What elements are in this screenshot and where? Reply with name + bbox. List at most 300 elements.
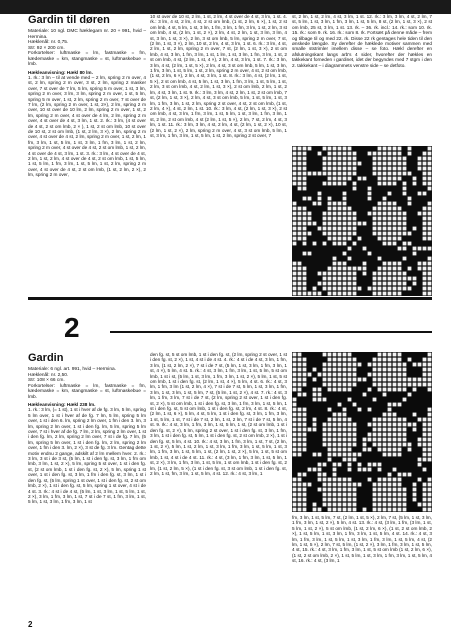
lace-cell (343, 368, 347, 372)
lace-cell (398, 488, 402, 492)
lace-cell (343, 157, 347, 161)
lace-cell (358, 468, 362, 472)
bottom-gauge: Hækleanvisning: Hækl 238 lm. (28, 402, 96, 407)
lace-cell (293, 152, 297, 156)
lace-cell (423, 292, 427, 296)
lace-cell (298, 473, 302, 477)
lace-cell (383, 262, 387, 266)
lace-cell (338, 448, 342, 452)
lace-cell (398, 217, 402, 221)
lace-cell (403, 247, 407, 251)
lace-cell (398, 287, 402, 291)
lace-cell (298, 272, 302, 276)
top-materials: Materiale: 10 ngl. DMC hæklegarn nr. 20 + 991, hvid – Hermina. (28, 29, 146, 40)
lace-cell (363, 393, 367, 397)
lace-cell (353, 438, 357, 442)
lace-cell (393, 403, 397, 407)
lace-cell (368, 448, 372, 452)
lace-cell (303, 358, 307, 362)
lace-cell (338, 413, 342, 417)
lace-cell (398, 403, 402, 407)
lace-cell (308, 197, 312, 201)
lace-cell (428, 227, 432, 231)
lace-cell (378, 483, 382, 487)
lace-cell (403, 443, 407, 447)
lace-cell (393, 222, 397, 226)
lace-cell (363, 222, 367, 226)
lace-cell (293, 448, 297, 452)
lace-cell (388, 423, 392, 427)
lace-cell (413, 277, 417, 281)
lace-cell (383, 363, 387, 367)
lace-cell (343, 232, 347, 236)
lace-cell (398, 433, 402, 437)
lace-cell (343, 458, 347, 462)
lace-cell (398, 227, 402, 231)
lace-cell (383, 157, 387, 161)
lace-cell (298, 227, 302, 231)
lace-cell (328, 498, 332, 502)
lace-cell (343, 162, 347, 166)
lace-cell (423, 358, 427, 362)
lace-cell (293, 498, 297, 502)
lace-cell (428, 433, 432, 437)
lace-cell (348, 157, 352, 161)
lace-cell (428, 162, 432, 166)
lace-cell (328, 433, 332, 437)
lace-cell (348, 453, 352, 457)
lace-cell (348, 488, 352, 492)
lace-cell (348, 287, 352, 291)
lace-cell (293, 222, 297, 226)
lace-cell (393, 488, 397, 492)
lace-cell (293, 433, 297, 437)
lace-cell (338, 272, 342, 276)
lace-cell (428, 237, 432, 241)
lace-cell (298, 287, 302, 291)
lace-cell (413, 428, 417, 432)
lace-cell (373, 212, 377, 216)
lace-cell (298, 483, 302, 487)
lace-cell (323, 182, 327, 186)
lace-cell (393, 292, 397, 296)
lace-cell (348, 162, 352, 166)
bottom-title: Gardin (28, 352, 64, 364)
lace-cell (428, 458, 432, 462)
lace-cell (373, 373, 377, 377)
lace-cell (428, 408, 432, 412)
lace-cell (303, 272, 307, 276)
lace-cell (403, 217, 407, 221)
lace-cell (373, 152, 377, 156)
lace-cell (293, 453, 297, 457)
lace-cell (298, 413, 302, 417)
lace-cell (398, 207, 402, 211)
lace-cell (413, 182, 417, 186)
lace-cell (293, 277, 297, 281)
lace-cell (393, 267, 397, 271)
lace-cell (328, 157, 332, 161)
lace-cell (378, 287, 382, 291)
lace-cell (423, 217, 427, 221)
lace-cell (313, 378, 317, 382)
lace-cell (298, 478, 302, 482)
lace-cell (343, 242, 347, 246)
lace-pattern-1 (292, 146, 432, 296)
lace-cell (403, 433, 407, 437)
lace-cell (423, 267, 427, 271)
lace-cell (298, 182, 302, 186)
lace-cell (368, 212, 372, 216)
lace-cell (383, 368, 387, 372)
lace-photo-1 (292, 146, 432, 296)
lace-cell (338, 488, 342, 492)
lace-cell (403, 508, 407, 512)
lace-cell (428, 152, 432, 156)
lace-cell (383, 353, 387, 357)
lace-cell (373, 282, 377, 286)
lace-cell (383, 508, 387, 512)
lace-cell (383, 212, 387, 216)
lace-cell (333, 217, 337, 221)
lace-cell (313, 393, 317, 397)
lace-cell (428, 187, 432, 191)
lace-cell (293, 212, 297, 216)
lace-cell (398, 232, 402, 236)
lace-cell (298, 147, 302, 151)
lace-cell (368, 478, 372, 482)
lace-cell (383, 393, 387, 397)
lace-cell (393, 277, 397, 281)
lace-cell (298, 443, 302, 447)
lace-cell (393, 272, 397, 276)
lace-cell (333, 468, 337, 472)
lace-cell (373, 157, 377, 161)
lace-cell (378, 267, 382, 271)
lace-cell (353, 483, 357, 487)
lace-cell (373, 428, 377, 432)
lace-cell (303, 252, 307, 256)
lace-cell (298, 498, 302, 502)
lace-cell (353, 378, 357, 382)
lace-cell (318, 202, 322, 206)
lace-cell (418, 157, 422, 161)
lace-cell (398, 373, 402, 377)
lace-cell (393, 287, 397, 291)
lace-cell (413, 227, 417, 231)
lace-cell (313, 418, 317, 422)
lace-cell (383, 378, 387, 382)
lace-cell (313, 388, 317, 392)
lace-cell (388, 403, 392, 407)
lace-cell (393, 212, 397, 216)
lace-cell (313, 242, 317, 246)
lace-cell (388, 292, 392, 296)
lace-cell (428, 267, 432, 271)
lace-cell (393, 413, 397, 417)
lace-cell (403, 172, 407, 176)
lace-cell (403, 488, 407, 492)
lace-cell (388, 267, 392, 271)
lace-cell (348, 232, 352, 236)
lace-cell (298, 378, 302, 382)
lace-cell (413, 282, 417, 286)
lace-cell (348, 498, 352, 502)
lace-cell (358, 177, 362, 181)
lace-cell (383, 438, 387, 442)
lace-cell (293, 438, 297, 442)
lace-cell (388, 242, 392, 246)
lace-cell (383, 418, 387, 422)
lace-cell (383, 478, 387, 482)
lace-cell (393, 448, 397, 452)
lace-cell (358, 378, 362, 382)
lace-cell (318, 388, 322, 392)
lace-cell (353, 292, 357, 296)
lace-cell (398, 292, 402, 296)
lace-cell (293, 428, 297, 432)
lace-cell (343, 503, 347, 507)
lace-cell (368, 152, 372, 156)
lace-cell (428, 232, 432, 236)
lace-cell (408, 443, 412, 447)
lace-cell (323, 378, 327, 382)
top-instructions-3: st, 2 lm, 1 st, 2 lm, 4 st, 3 lm, 1 st. 12. rk.: 3 lm, 3 lm, 4 st, 2 lm, 7 st, 5 lm, 1 st, 3 lm, 1 fm, 3 lm, 1 st, 5 lm, 8 st, (2 lm, 1 st, 3 ×), 2 st om lmb, 25 st, 3 lm, 1 st. 13. rk. – 36. rk. incl.: 14. rk.: som 10. rk. 15. rk.: som 9. rk. 16. rk.: som 8. rk. Fortsæt på denne måde – frem og tilbage til og med 22. rk. Disse 22 rk gentages hele tiden til den ønskede længde. Sy derefter de hæklede motiver sammen med smalle ststrimler imellem disse – se foto. Hækl derefter en afslutningskant langs arb's 4 sider, hvorefter der hækles en takkekant forneden i gardinet, idet der begyndes med 7 stgm i den 2. takkekant – i diagrammets venstre side – se detfoto. (292, 14, 432, 68)
lace-cell (423, 438, 427, 442)
lace-cell (403, 277, 407, 281)
lace-cell (383, 197, 387, 201)
lace-cell (298, 217, 302, 221)
lace-cell (343, 287, 347, 291)
lace-cell (383, 162, 387, 166)
lace-cell (343, 358, 347, 362)
lace-cell (338, 438, 342, 442)
lace-cell (388, 217, 392, 221)
lace-cell (298, 438, 302, 442)
top-needle: Hæklenål: nr. 0,75. (28, 40, 69, 45)
lace-cell (328, 443, 332, 447)
lace-cell (318, 152, 322, 156)
lace-cell (413, 247, 417, 251)
lace-cell (353, 383, 357, 387)
lace-cell (298, 262, 302, 266)
lace-cell (338, 383, 342, 387)
lace-cell (303, 287, 307, 291)
lace-cell (333, 242, 337, 246)
lace-cell (428, 368, 432, 372)
lace-cell (318, 373, 322, 377)
lace-cell (338, 358, 342, 362)
lace-cell (328, 503, 332, 507)
lace-cell (398, 443, 402, 447)
lace-cell (328, 378, 332, 382)
lace-cell (418, 267, 422, 271)
lace-cell (408, 152, 412, 156)
lace-cell (358, 237, 362, 241)
lace-cell (428, 493, 432, 497)
lace-cell (328, 237, 332, 241)
lace-cell (303, 267, 307, 271)
lace-cell (403, 383, 407, 387)
lace-cell (403, 503, 407, 507)
lace-cell (333, 282, 337, 286)
lace-cell (388, 353, 392, 357)
lace-cell (343, 272, 347, 276)
lace-cell (323, 433, 327, 437)
lace-cell (333, 292, 337, 296)
lace-cell (353, 227, 357, 231)
lace-cell (323, 157, 327, 161)
lace-cell (298, 453, 302, 457)
lace-cell (348, 292, 352, 296)
lace-cell (328, 172, 332, 176)
lace-cell (393, 363, 397, 367)
lace-cell (343, 152, 347, 156)
lace-cell (383, 448, 387, 452)
lace-cell (293, 408, 297, 412)
lace-cell (338, 463, 342, 467)
lace-cell (388, 418, 392, 422)
lace-cell (313, 222, 317, 226)
lace-cell (333, 182, 337, 186)
lace-cell (378, 478, 382, 482)
lace-cell (343, 147, 347, 151)
lace-cell (423, 277, 427, 281)
lace-cell (378, 368, 382, 372)
lace-cell (388, 227, 392, 231)
lace-cell (343, 282, 347, 286)
lace-cell (348, 383, 352, 387)
lace-cell (383, 267, 387, 271)
lace-cell (383, 167, 387, 171)
lace-cell (303, 167, 307, 171)
lace-cell (343, 353, 347, 357)
lace-cell (353, 172, 357, 176)
lace-cell (333, 358, 337, 362)
lace-cell (348, 363, 352, 367)
lace-cell (388, 222, 392, 226)
lace-cell (383, 443, 387, 447)
lace-cell (338, 378, 342, 382)
lace-cell (428, 277, 432, 281)
lace-cell (303, 182, 307, 186)
lace-cell (338, 172, 342, 176)
lace-cell (428, 212, 432, 216)
lace-cell (293, 358, 297, 362)
lace-cell (328, 217, 332, 221)
lace-cell (378, 358, 382, 362)
lace-cell (343, 408, 347, 412)
lace-cell (383, 147, 387, 151)
lace-cell (323, 242, 327, 246)
lace-cell (333, 287, 337, 291)
lace-cell (338, 498, 342, 502)
lace-cell (423, 443, 427, 447)
lace-cell (328, 267, 332, 271)
lace-cell (343, 222, 347, 226)
lace-cell (388, 358, 392, 362)
lace-cell (343, 182, 347, 186)
lace-cell (293, 242, 297, 246)
lace-cell (353, 212, 357, 216)
lace-cell (293, 493, 297, 497)
lace-cell (323, 488, 327, 492)
lace-cell (393, 353, 397, 357)
lace-cell (423, 222, 427, 226)
lace-cell (353, 503, 357, 507)
lace-cell (403, 192, 407, 196)
lace-cell (328, 162, 332, 166)
lace-cell (423, 232, 427, 236)
lace-cell (373, 172, 377, 176)
lace-cell (298, 393, 302, 397)
lace-cell (308, 428, 312, 432)
lace-cell (303, 187, 307, 191)
lace-cell (303, 438, 307, 442)
lace-cell (383, 292, 387, 296)
lace-cell (333, 353, 337, 357)
lace-cell (373, 207, 377, 211)
lace-cell (353, 428, 357, 432)
lace-cell (418, 463, 422, 467)
lace-cell (298, 493, 302, 497)
lace-cell (323, 368, 327, 372)
lace-cell (388, 508, 392, 512)
top-instructions-2: 10 st over de 10 st, 2 lm, 1 st, 2 lm, 4 st over de 4 st, 3 lm, 1 st. 4. rk.: 3 lm, 4 st, 2 lm, 4 st, 2 st om lmb, (1 st, 2 lm, 6 ×), 1 st, 2 st om lmb, 4 st, 5 lm, 1 st, 3 lm, 1 fm, 3 lm, 1 fm, 3 lm, 1 st, 2 lm, 3 st om lmb, 4 st, (2 lm, 1 st, 2 ×), 2 lm, 4 st, 2 lm, 1 st, 3 lm, 3 lm, 4 st, 3 lm, 1 st, 3 ×), 2 lm, 3 st om lmb, 5 lm, spring 2 m over, 7 st, (2 lm, 1 st, 3 ×), 2 lm, 10 st, 2 lm, 4 st, 3 lm, 1 st. 6. rk.: 3 lm, 4 st, 2 lm, 1 st, 2 lm, spring 2 m over, 7 st, (2 lm, 1 st, 3 ×), 2 st om lmb, 4 st, 3 lm, 1 fm, 3 lm, 1 st, 1 lm, 1 st, 3 lm, 1 fm, 3 lm, 1 st, 2 st om lmb, 4 st, (2 lm, 1 st, 4 ×), 2 lm, 4 st, 3 lm, 1 st. 7. rk.: 3 lm, 3 lm, 4 st, (2 lm, 1 st, 5 ×), 2 lm, 4 st, 3 st om lmb, 5 lm, 1 st, 3 lm, 1 fm, 3 lm, 1 st, 5 lm, 1 st, 2 lm, spring 2 m over, 4 st, 2 st om lmb, (1 st, 2 lm, 6 ×), 2 lm, 4 st, 3 lm, 1 st. 8. rk.: 3 lm, 4 st, (2 lm, 1 st, 5 ×), 2 st om lmb, 4 st, 5 lm, 1 st, 3 lm, 1 fm, 3 lm, 1 st, 5 lm, 1 st, 2 lm, 3 st om lmb, 4 st, 2 lm, 1 st, 3 ×), 2 st om lmb, 2 lm, 1 st, 2 lm, 4 st, 3 lm, 1 st. 9. rk.: 3 lm, 3 lm, 4 st, 2 lm, 1 st, 2 st om lmb, 7 st, (2 lm, 1 st, 3 ×), 2 lm, 4 st, 3 st om lmb, 5 lm, 1 st, 5 lm, 1 st, 3 lm, 1 fm, 3 lm, 1 st, 2 lm, spring 2 st over, 4 st, 2 st om lmb, (1 st, 2 lm, 4 ×), 4 st, 2 lm, 1 st. 10. rk.: 3 lm, 4 st, (2 lm, 1 st, 3 ×), 2 st om lmb, 4 st, 3 lm, 1 fm, 3 lm, 1 st, 5 lm, 1 st, 3 lm, 1 fm, 3 lm, 1 st, 2 lm, 2 st om lmb, 4 st (2 lm, 1 st, 5 ×), 2 lm, 7 st, 2 lm, 4 st, 3 lm, 1 st. 11. rk.: 3 lm, 3 lm, 4 st, 2 lm, 4 st, (2 lm, 1 st, 2 ×), 10 st, (2 lm, 1 st, 2 ×), 2 lm, spring 2 m over, 4 st, 3 st om lmb, 5 lm, 1 st, 3 lm, 1 fm, 3 lm, 1 st, 5 lm, 1 st, 2 lm, spring 2 st over, 7 (150, 14, 287, 138)
lace-cell (373, 493, 377, 497)
lace-cell (388, 363, 392, 367)
lace-cell (423, 453, 427, 457)
lace-cell (393, 388, 397, 392)
lace-cell (418, 247, 422, 251)
lace-cell (403, 257, 407, 261)
lace-cell (378, 463, 382, 467)
lace-cell (398, 222, 402, 226)
lace-cell (353, 272, 357, 276)
lace-cell (293, 483, 297, 487)
lace-cell (333, 177, 337, 181)
bottom-meta (28, 367, 146, 400)
lace-cell (388, 172, 392, 176)
lace-cell (398, 498, 402, 502)
lace-cell (363, 438, 367, 442)
lace-cell (328, 147, 332, 151)
lace-cell (333, 262, 337, 266)
lace-cell (338, 277, 342, 281)
lace-cell (413, 488, 417, 492)
lace-cell (343, 508, 347, 512)
lace-cell (423, 488, 427, 492)
lace-cell (313, 287, 317, 291)
lace-cell (393, 172, 397, 176)
lace-cell (428, 483, 432, 487)
lace-cell (298, 162, 302, 166)
lace-cell (388, 478, 392, 482)
lace-cell (338, 162, 342, 166)
lace-cell (313, 503, 317, 507)
lace-cell (398, 483, 402, 487)
lace-cell (303, 242, 307, 246)
lace-cell (333, 383, 337, 387)
section-rule (110, 331, 432, 333)
lace-cell (378, 378, 382, 382)
lace-cell (388, 368, 392, 372)
lace-cell (293, 488, 297, 492)
lace-cell (333, 172, 337, 176)
lace-cell (333, 373, 337, 377)
lace-cell (353, 222, 357, 226)
lace-cell (303, 282, 307, 286)
